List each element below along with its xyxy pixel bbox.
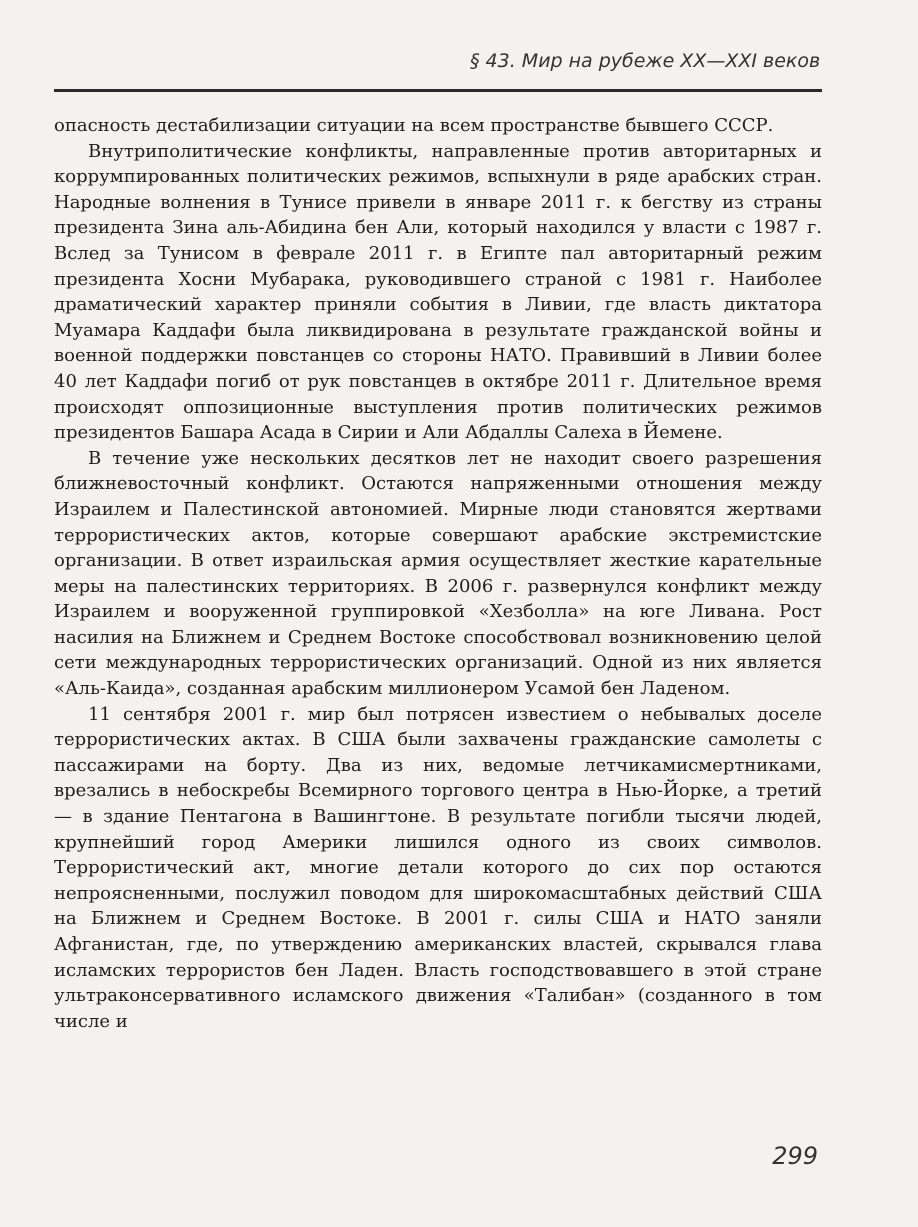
header-divider bbox=[54, 89, 822, 92]
running-header-title: § 43. Мир на рубеже XX—XXI веков bbox=[470, 50, 821, 72]
paragraph-september-11: 11 сентября 2001 г. мир был потрясен известием о небывалых доселе террористических актах. В США были захвачены гражданские самолеты с пассажирами на борту. Два из них, ведомые летчикамисмертниками, врезались в небоскребы Всемирного торгового центра в Нью-Йорке, а третий — в здание Пентагона в Вашингтоне. В результате погибли тысячи людей, крупнейший город Америки лишился одного из своих символов. Террористический акт, многие детали которого до сих пор остаются непроясненными, послужил поводом для широкомасштабных действий США на Ближнем и Среднем Востоке. В 2001 г. силы США и НАТО заняли Афганистан, где, по утверждению американских властей, скрывался глава исламских террористов бен Ладен. Власть господствовавшего в этой стране ультраконсервативного исламского движения «Талибан» (созданного в том числе и bbox=[54, 703, 822, 1032]
paragraph-continuation: опасность дестабилизации ситуации на всем пространстве бывшего СССР. bbox=[54, 115, 774, 136]
paragraph-middle-east-conflict: В течение уже нескольких десятков лет не находит своего разрешения ближневосточный конфликт. Остаются напряженными отношения между Израилем и Палестинской автономией. Мирные люди становятся жертвами террористических актов, которые совершают арабские экстремистские организации. В ответ израильская армия осуществляет жесткие карательные меры на палестинских территориях. В 2006 г. развернулся конфликт между Израилем и вооруженной группировкой «Хезболла» на юге Ливана. Рост насилия на Ближнем и Среднем Востоке способствовал возникновению целой сети международных террористических организаций. Одной из них является «Аль-Каида», созданная арабским миллионером Усамой бен Ладеном. bbox=[54, 447, 822, 700]
page-number: 299 bbox=[772, 1142, 818, 1170]
paragraph-arab-conflicts: Внутриполитические конфликты, направленные против авторитарных и коррумпированных политических режимов, вспыхнули в ряде арабских стран. Народные волнения в Тунисе привели в январе 2011 г. к бегству из страны президента Зина аль-Абидина бен Али, который находился у власти с 1987 г. Вслед за Тунисом в феврале 2011 г. в Египте пал авторитарный режим президента Хосни Мубарака, руководившего страной с 1981 г. Наиболее драматический характер приняли события в Ливии, где власть диктатора Муамара Каддафи была ликвидирована в результате гражданской войны и военной поддержки повстанцев со стороны НАТО. Правивший в Ливии более 40 лет Каддафи погиб от рук повстанцев в октябре 2011 г. Длительное время происходят оппозиционные выступления против политических режимов президентов Башара Асада в Сирии и Али Абдаллы Салеха в Йемене. bbox=[54, 140, 822, 444]
body-text bbox=[54, 113, 822, 1034]
